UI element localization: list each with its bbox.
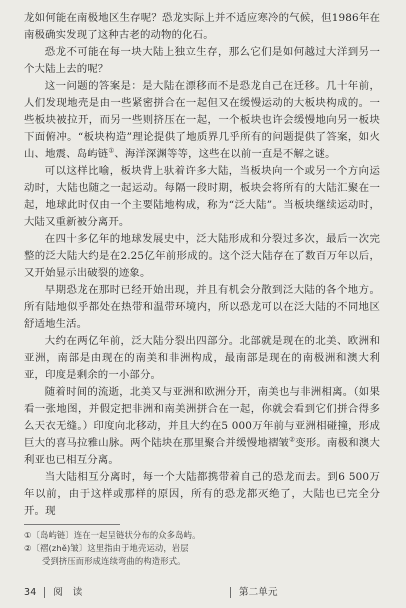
paragraph-8-text-a: 随着时间的流逝，北美又与亚洲和欧洲分开，南美也与非洲相离。（如果看一张地图，并假定把非洲和南美洲拼合在一起，你就会看到它们拼合得多么天衣无缝。）印度向北移动，并且大约在5 000万年前与亚洲相碰撞，形成巨大的喜马拉雅山脉。两个陆块在那里聚合并缓慢地褶皱 (24, 386, 380, 449)
paragraph-3-text-b: 、海洋深渊等等，这些在以前一直是不解之谜。 (114, 148, 336, 160)
paragraph-3-text-a: 这一问题的答案是：是大陆在漂移而不是恐龙自己在迁移。几十年前，人们发现地壳是由一些紧密拼合在一起但又在缓慢运动的大板块构成的。一些板块被拉开，而另一些则挤压在一起，一个板块也许会缓慢地向另一板块下面俯冲。“板块构造”理论提供了地质界几乎所有的问题提供了答案，如火山、地震、岛屿链 (24, 80, 380, 160)
footnote-2-continued: 受到挤压而形成连续弯曲的构造形式。 (42, 556, 186, 566)
unit-label: 第二单元 (239, 587, 278, 598)
footnote-ref-2[interactable]: ② (289, 435, 296, 444)
footnote-1: ①〔岛屿链〕连在一起呈链状分布的众多岛屿。 (24, 530, 201, 540)
footnote-divider (24, 524, 120, 525)
paragraph-1: 龙如何能在南极地区生存呢？恐龙实际上并不适应寒冷的气候，但1986年在南极确实发现了这种古老的动物的化石。 (24, 12, 380, 41)
section-label: 阅 读 (53, 587, 83, 598)
footer-divider-left (44, 587, 45, 598)
paragraph-2: 恐龙不可能在每一块大陆上独立生存，那么它们是如何越过大洋到另一个大陆上去的呢？ (24, 46, 380, 75)
paragraph-4: 可以这样比喻，板块背上驮着许多大陆，当板块向一个或另一个方向运动时，大陆也随之一起运动。每隔一段时期，板块会将所有的大陆汇聚在一起，地球此时仅由一个主要陆地构成，称为“泛大陆”。当板块继续运动时，大陆又重新被分离开。 (24, 165, 380, 228)
footer-divider-right (230, 587, 231, 598)
paragraph-9: 当大陆相互分离时，每一个大陆都携带着自己的恐龙而去。到6 500万年以前，由于这样或那样的原因，所有的恐龙都灭绝了，大陆也已完全分开。现 (24, 471, 380, 517)
footnote-ref-1[interactable]: ① (108, 146, 115, 155)
footnote-2: ②〔褶(zhě)皱〕这里指由于地壳运动，岩层 (24, 543, 189, 553)
page-number: 34 (24, 587, 37, 598)
paragraph-6: 早期恐龙在那时已经开始出现，并且有机会分散到泛大陆的各个地方。所有陆地似乎都处在热带和温带环境内，所以恐龙可以在泛大陆的不同地区舒适地生活。 (24, 284, 380, 330)
paragraph-8 (24, 384, 380, 469)
paragraph-8-text-b: 变形。南极和澳大利亚也已相互分离。 (24, 437, 381, 466)
paragraph-7: 大约在两亿年前，泛大陆分裂出四部分。北部就是现在的北美、欧洲和亚洲，南部是由现在的南美和非洲构成，最南部是现在的南极洲和澳大利亚，印度是剩余的一小部分。 (24, 335, 380, 381)
footer-left (24, 584, 82, 601)
footnotes (24, 524, 380, 568)
paragraph-3 (24, 78, 380, 163)
paragraph-5: 在四十多亿年的地球发展史中，泛大陆形成和分裂过多次，最后一次完整的泛大陆大约是在2.25亿年前形成的。这个泛大陆存在了数百万年以后，又开始显示出破裂的迹象。 (24, 233, 380, 279)
page-footer (24, 584, 380, 598)
body-text (24, 10, 380, 520)
footer-right (230, 584, 278, 601)
